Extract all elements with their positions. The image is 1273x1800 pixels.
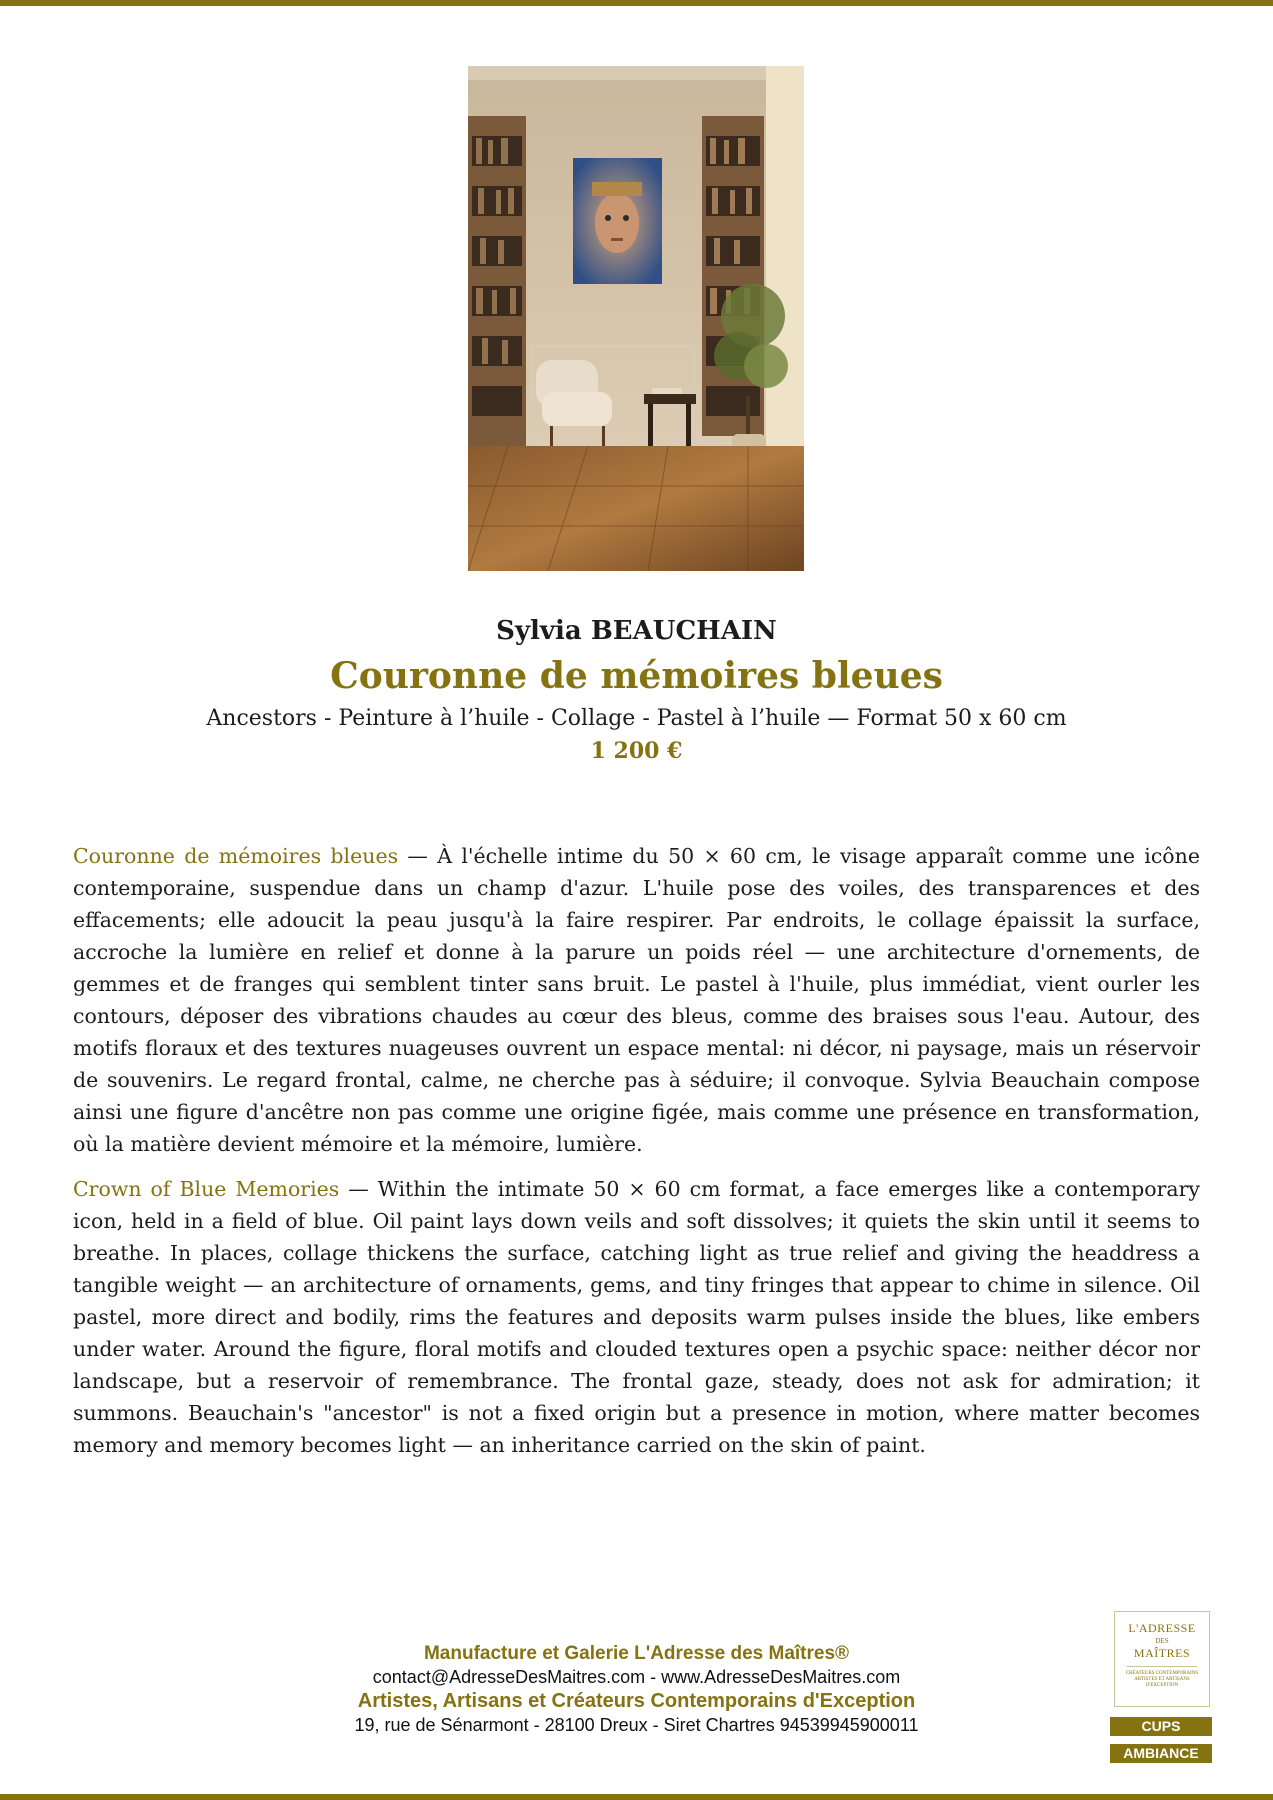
bottom-border [0,1794,1273,1800]
logo-tagline: CRÉATEURS CONTEMPORAINS ARTISTES ET ARTISANS D'EXCEPTION [1125,1671,1199,1688]
ambiance-badge: AMBIANCE [1110,1744,1212,1763]
artwork-title: Couronne de mémoires bleues [330,655,943,697]
description-french [73,840,1200,1160]
artist-name: Sylvia BEAUCHAIN [496,616,777,646]
artwork-details: Ancestors - Peinture à l’huile - Collage - Pastel à l’huile — Format 50 x 60 cm [206,706,1067,731]
logo-line-3: MAÎTRES [1133,1646,1191,1660]
description-english [73,1173,1200,1461]
artwork-price: 1 200 € [590,738,683,764]
artwork-image [468,66,804,571]
logo-line-1: L'ADRESSE [1128,1621,1196,1635]
artwork-header [0,612,1273,766]
footer [0,1642,1273,1736]
description-english-lead: Crown of Blue Memories [73,1177,340,1201]
gallery-address: 19, rue de Sénarmont - 28100 Dreux - Siret Chartres 94539945900011 [354,1715,919,1735]
cups-badge: CUPS [1110,1717,1212,1736]
gallery-logo [1114,1611,1210,1707]
logo-line-2: DES [1155,1637,1169,1645]
description-french-text: — À l'échelle intime du 50 × 60 cm, le visage apparaît comme une icône contemporaine, suspendue dans un champ d'azur. L'huile pose des voiles, des transparences et des effacements; elle adoucit la peau jusqu'à la faire respirer. Par endroits, le collage épaissit la surface, accroche la lumière en relief et donne à la parure un poids réel — une architecture d'ornements, de gemmes et de franges qui semblent tinter sans bruit. Le pastel à l'huile, plus immédiat, vient ourler les contours, déposer des vibrations chaudes au cœur des bleus, comme des braises sous l'eau. Autour, des motifs floraux et des textures nuageuses ouvrent un espace mental: ni décor, ni paysage, mais un réservoir de souvenirs. Le regard frontal, calme, ne cherche pas à séduire; il convoque. Sylvia Beauchain compose ainsi une figure d'ancêtre non pas comme une origine figée, mais comme une présence en transformation, où la matière devient mémoire et la mémoire, lumière. [73,844,1200,1156]
gallery-name: Manufacture et Galerie L'Adresse des Maîtres® [423,1643,850,1664]
description-french-lead: Couronne de mémoires bleues [73,844,399,868]
top-border [0,0,1273,6]
interior-scene-illustration [468,66,804,571]
artwork-description [73,840,1200,1474]
description-english-text: — Within the intimate 50 × 60 cm format, a face emerges like a contemporary icon, held in a field of blue. Oil paint lays down veils and soft dissolves; it quiets the skin until it seems to breathe. In places, collage thickens the surface, catching light as true relief and giving the headdress a tangible weight — an architecture of ornaments, gems, and tiny fringes that appear to chime in silence. Oil pastel, more direct and bodily, rims the features and deposits warm pulses inside the blues, like embers under water. Around the figure, floral motifs and clouded textures open a psychic space: neither décor nor landscape, but a reservoir of remembrance. The frontal gaze, steady, does not ask for admiration; it summons. Beauchain's "ancestor" is not a fixed origin but a presence in motion, where matter becomes memory and memory becomes light — an inheritance carried on the skin of paint. [73,1177,1200,1457]
gallery-tagline: Artistes, Artisans et Créateurs Contemporains d'Exception [357,1690,916,1712]
logo-divider [1127,1666,1197,1667]
contact-info: contact@AdresseDesMaitres.com - www.AdresseDesMaitres.com [372,1667,901,1687]
